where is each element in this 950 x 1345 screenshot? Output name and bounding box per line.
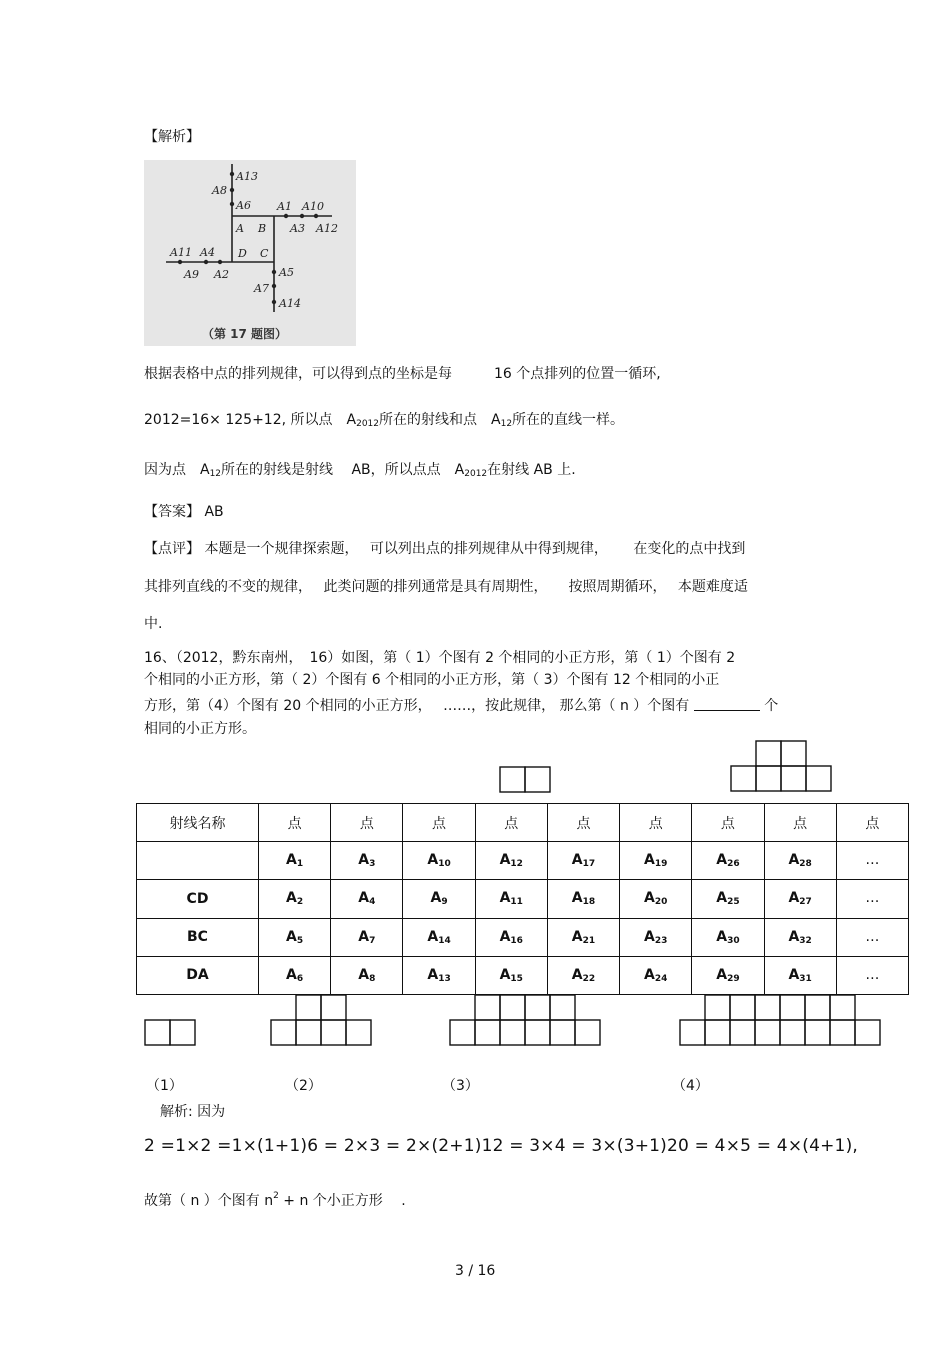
table-header-cell: 点 [403,804,475,842]
point-cell: $A_5$ [259,918,331,956]
square-figure-3 [449,994,605,1048]
point-label: A10 [302,200,324,213]
table-header-cell: 射线名称 [137,804,259,842]
point-label: A11 [170,246,192,259]
table-header-cell: 点 [331,804,403,842]
problem-17-figure [144,160,356,346]
point-cell: $A_{18}$ [547,880,619,918]
table-row [137,842,909,880]
comment-line: 【点评】 本题是一个规律探索题， 可以列出点的排列规律从中得到规律， 在变化的点中找到 [144,541,746,557]
page-number: 3 / 16 [455,1263,496,1279]
point-cell: … [836,842,908,880]
point-label: A1 [277,200,292,213]
point-cell: … [836,880,908,918]
point-cell: $A_{11}$ [475,880,547,918]
paragraph-cycle: 根据表格中点的排列规律，可以得到点的坐标是每 16 个点排列的位置一循环, [144,366,661,382]
conclusion-line: 故第（ n ）个图有 $n^2 + n$ 个小正方形 . [144,1191,406,1209]
square-figure-2-top [730,740,834,794]
question-16-line: 方形，第（4）个图有 20 个相同的小正方形， ……，按此规律， 那么第（ n ）个图有 个 [144,698,779,714]
region-label: B [258,222,267,235]
point-cell: $A_{15}$ [475,956,547,994]
paragraph-2012: 2012=16× 125+12, 所以点 $A_{2012}$所在的射线和点 $A_{12}$所在的直线一样。 [144,412,625,429]
answer-blank [694,698,760,711]
table-row [137,918,909,956]
paragraph-conclusion-ray: 因为点 $A_{12}$所在的射线是射线 AB，所以点点 $A_{2012}$在射线 AB 上. [144,462,576,479]
figure-caption: （第 17 题图） [202,327,288,341]
point-cell: $A_{20}$ [620,880,692,918]
point-label: A7 [254,282,269,295]
point-label: A9 [184,268,199,281]
point-label: A13 [236,170,258,183]
point-cell: $A_{24}$ [620,956,692,994]
table-header-cell: 点 [259,804,331,842]
point-cell: $A_{23}$ [620,918,692,956]
question-16-line: 相同的小正方形。 [144,721,256,737]
table-header-cell: 点 [836,804,908,842]
point-cell: $A_6$ [259,956,331,994]
ray-diagram [144,160,356,346]
square-figure-1-top [499,766,553,793]
point-cell: $A_{25}$ [692,880,764,918]
table-header-row [137,804,909,842]
point-label: A6 [236,199,251,212]
point-cell: $A_{32}$ [764,918,836,956]
point-label: A8 [212,184,227,197]
point-cell: $A_{27}$ [764,880,836,918]
point-cell: $A_1$ [259,842,331,880]
table-header-cell: 点 [620,804,692,842]
ray-name-cell [137,842,259,880]
point-cell: $A_{30}$ [692,918,764,956]
point-cell: $A_7$ [331,918,403,956]
ray-name-cell: BC [137,918,259,956]
point-cell: $A_{22}$ [547,956,619,994]
point-cell: $A_{21}$ [547,918,619,956]
point-cell: $A_3$ [331,842,403,880]
math-derivation: 2 =1×2 =1×(1+1)6 = 2×3 = 2×(2+1)12 = 3×4 = 3×(3+1)20 = 4×5 = 4×(4+1), [144,1136,859,1156]
question-16-line: 个相同的小正方形，第（ 2）个图有 6 个相同的小正方形，第（ 3）个图有 12 个相同的小正 [144,672,720,688]
point-cell: $A_8$ [331,956,403,994]
point-label: A5 [279,266,294,279]
point-cell: $A_{14}$ [403,918,475,956]
comment-line: 中. [144,616,163,632]
analysis-heading: 【解析】 [144,129,200,145]
point-label: A2 [214,268,229,281]
point-cell: $A_{17}$ [547,842,619,880]
table-header-cell: 点 [764,804,836,842]
point-cell: $A_9$ [403,880,475,918]
square-figure-1 [144,1019,198,1047]
point-label: A14 [279,297,301,310]
solution-intro: 解析: 因为 [160,1104,226,1120]
point-cell: $A_{29}$ [692,956,764,994]
table-header-cell: 点 [692,804,764,842]
point-cell: $A_{16}$ [475,918,547,956]
point-label: A12 [316,222,338,235]
region-label: A [236,222,244,235]
point-cell: $A_{10}$ [403,842,475,880]
point-cell: $A_4$ [331,880,403,918]
table-header-cell: 点 [547,804,619,842]
region-label: D [238,247,247,260]
figure-label: （3） [442,1078,479,1094]
figure-label: （4） [672,1078,709,1094]
square-figure-2 [270,994,376,1048]
figure-label: （1） [146,1078,183,1094]
point-cell: $A_{26}$ [692,842,764,880]
comment-line: 其排列直线的不变的规律， 此类问题的排列通常是具有周期性， 按照周期循环， 本题难度适 [144,579,748,595]
point-cell: $A_{28}$ [764,842,836,880]
ray-point-table [136,803,909,995]
point-cell: $A_{31}$ [764,956,836,994]
table-row [137,880,909,918]
point-cell: $A_{19}$ [620,842,692,880]
square-figure-4 [679,994,887,1048]
table-row [137,956,909,994]
point-cell: $A_{12}$ [475,842,547,880]
point-cell: … [836,956,908,994]
ray-name-cell: CD [137,880,259,918]
point-label: A3 [290,222,305,235]
point-cell: … [836,918,908,956]
point-label: A4 [200,246,215,259]
question-16-line: 16、（2012，黔东南州， 16）如图，第（ 1）个图有 2 个相同的小正方形，第（ 1）个图有 2 [144,650,736,666]
ray-name-cell: DA [137,956,259,994]
point-cell: $A_2$ [259,880,331,918]
point-cell: $A_{13}$ [403,956,475,994]
region-label: C [260,247,269,260]
figure-label: （2） [285,1078,322,1094]
table-header-cell: 点 [475,804,547,842]
answer-line: 【答案】 AB [144,504,224,520]
